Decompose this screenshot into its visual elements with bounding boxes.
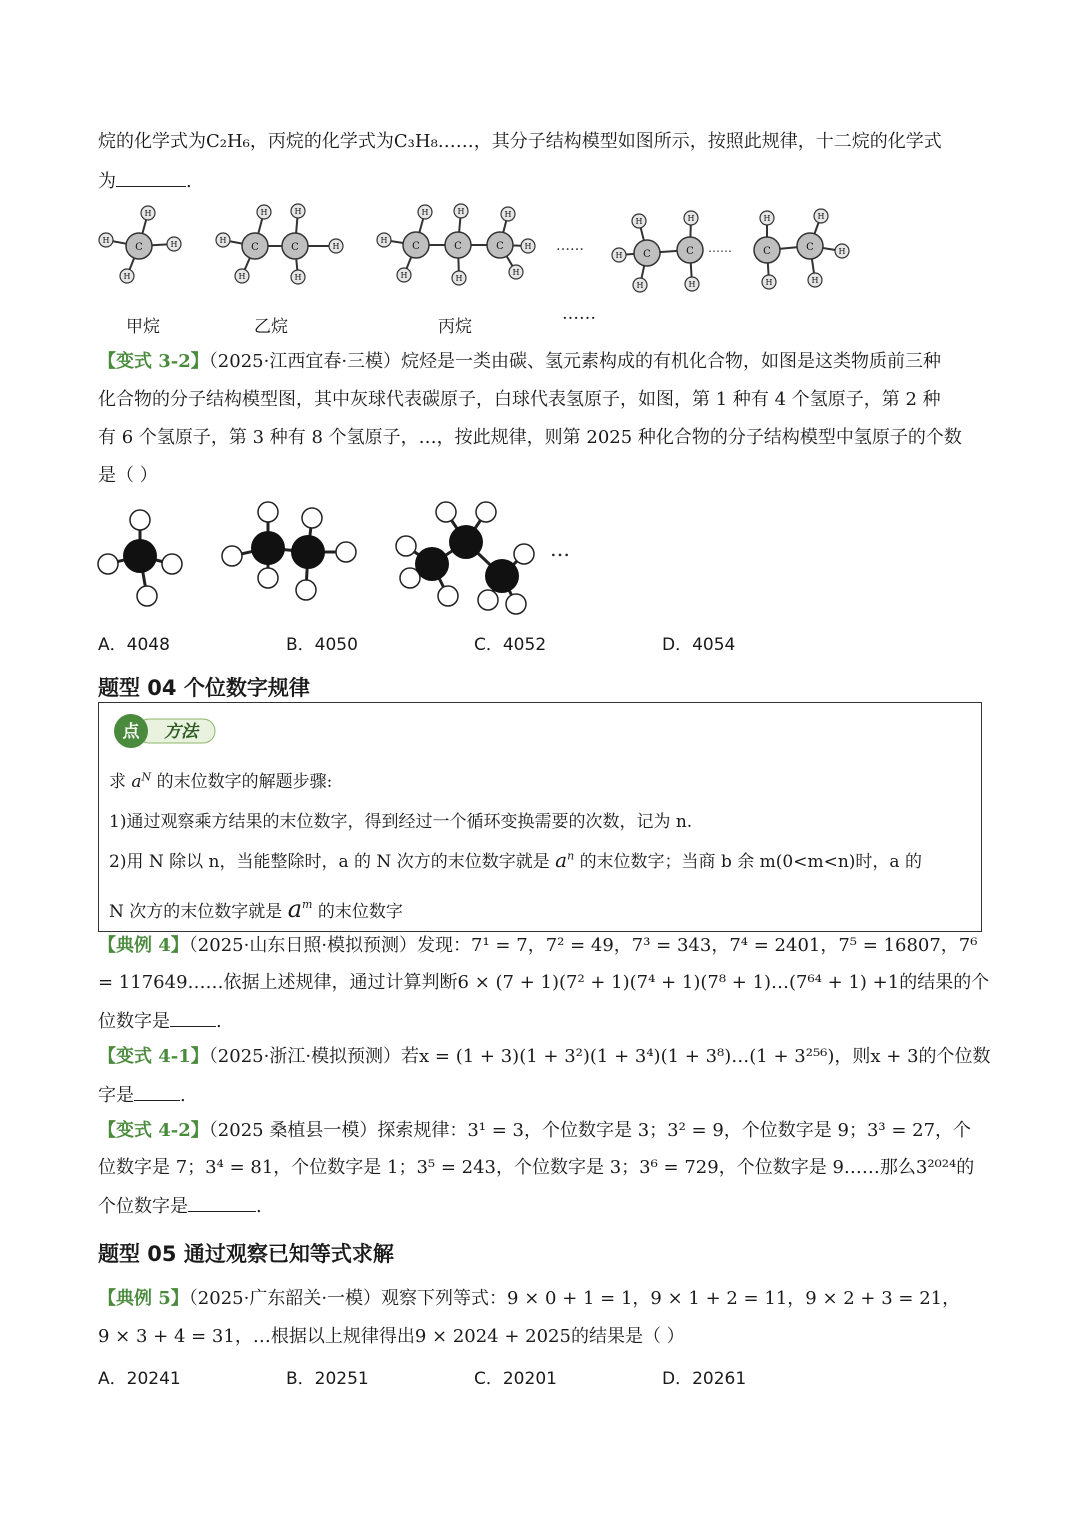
hydrogen-label: H (332, 242, 340, 251)
variant-4-2-tag: 【变式 4-2】 (98, 1120, 209, 1141)
hydrogen-label: H (838, 247, 846, 256)
top-question-line-2 (98, 168, 192, 194)
option-a: A．20241 (98, 1369, 181, 1389)
carbon-label: C (454, 241, 462, 252)
carbon-label: C (496, 241, 504, 252)
method-step-title: 求 $a^N$ 的末位数字的解题步骤: (109, 770, 333, 792)
example-5-tag: 【典例 5】 (98, 1288, 189, 1309)
example-4-text: （2025·山东日照·模拟预测）发现：7¹ = 7，7² = 49，7³ = 343，7⁴ = 2401，7⁵ = 16807，7⁶ (188, 935, 978, 956)
hydrogen-label: H (457, 207, 465, 216)
step-title-prefix: 求 (109, 772, 126, 792)
step-2-part-b: 的末位数字；当商 b 余 m(0<m<n)时，a 的 (579, 852, 922, 872)
hydrogen-label: H (504, 210, 512, 219)
step-title-text: 的末位数字的解题步骤: (156, 772, 333, 792)
answer-blank (188, 1193, 256, 1212)
variant-4-2-line-3 (98, 1193, 262, 1219)
top-question-line-1: 烷的化学式为C₂H₆，丙烷的化学式为C₃H₈……，其分子结构模型如图所示，按照此规律，十二烷的化学式 (98, 131, 942, 152)
hydrogen-label: H (635, 217, 643, 226)
hydrogen-label: H (512, 268, 520, 277)
chain-ellipsis: …… (708, 241, 732, 255)
carbon-label: C (643, 249, 651, 260)
hydrogen-label: H (380, 236, 388, 245)
option-b: B．20251 (286, 1369, 369, 1389)
variant-4-2-prefix: 个位数字是 (98, 1196, 188, 1217)
option-c: C．20201 (474, 1369, 557, 1389)
hydrogen-label: H (400, 271, 408, 280)
hydrogen-label: H (455, 274, 463, 283)
example-4-tag: 【典例 4】 (98, 935, 189, 956)
variant-4-1-line-2 (98, 1082, 186, 1108)
method-badge (109, 709, 217, 749)
hydrogen-label: H (294, 273, 302, 282)
option-c: C．4052 (474, 635, 547, 655)
example-5-line-1 (98, 1287, 960, 1311)
variant-4-2-text: （2025 桑植县一模）探索规律：3¹ = 3，个位数字是 3；3² = 9，个位数字是 9；3³ = 27，个 (208, 1120, 972, 1141)
hydrogen-label: H (294, 207, 302, 216)
hydrogen-label: H (763, 214, 771, 223)
step-2-part-a: 2)用 N 除以 n，当能整除时，a 的 N 次方的末位数字就是 (109, 852, 550, 872)
example-4-line-2: = 117649……依据上述规律，通过计算判断6 × (7 + 1)(7² + 1)(7⁴ + 1)(7⁸ + 1)…(7⁶⁴ + 1) +1的结果的个 (98, 972, 990, 993)
svg-text:方法: 方法 (164, 722, 198, 742)
variant-4-1-prefix: 字是 (98, 1085, 134, 1106)
carbon-label: C (135, 242, 143, 253)
carbon-label: C (763, 246, 771, 257)
variant-3-2-line-1 (98, 350, 941, 374)
method-step-1: 1)通过观察乘方结果的末位数字，得到经过一个循环变换需要的次数，记为 n. (109, 812, 693, 832)
option-a: A．4048 (98, 635, 170, 655)
hydrogen-label: H (102, 236, 110, 245)
caption-propane: 丙烷 (438, 317, 472, 337)
answer-blank (116, 168, 186, 187)
hydrogen-label: H (123, 272, 131, 281)
option-d: D．20261 (662, 1369, 747, 1389)
variant-3-2-line-2: 化合物的分子结构模型图，其中灰球代表碳原子，白球代表氢原子，如图，第 1 种有 4 个氢原子，第 2 种 (98, 389, 941, 410)
step-3-part-a: N 次方的末位数字就是 (109, 902, 283, 922)
example-5-line-2: 9 × 3 + 4 = 31，…根据以上规律得出9 × 2024 + 2025的结果是（ ） (98, 1326, 685, 1347)
variant-3-2-line-3: 有 6 个氢原子，第 3 种有 8 个氢原子，…，按此规律，则第 2025 种化合物的分子结构模型中氢原子的个数 (98, 427, 962, 448)
variant-4-2-suffix: . (256, 1196, 262, 1217)
example-4-line-3 (98, 1008, 222, 1034)
hydrogen-label: H (144, 209, 152, 218)
variant-3-2-line-4: 是（ ） (98, 465, 158, 486)
alkane-structure-figure (90, 198, 870, 308)
answer-blank (170, 1008, 216, 1027)
example-4-prefix: 位数字是 (98, 1011, 170, 1032)
method-step-3: N 次方的末位数字就是 $a^m$ 的末位数字 (109, 895, 403, 923)
top-question-prefix: 为 (98, 171, 116, 192)
hydrogen-label: H (688, 280, 696, 289)
variant-4-2-line-2: 位数字是 7；3⁴ = 81，个位数字是 1；3⁵ = 243，个位数字是 3；3⁶ = 729，个位数字是 9……那么3²⁰²⁴的 (98, 1157, 975, 1178)
caption-methane: 甲烷 (126, 317, 160, 337)
option-b: B．4050 (286, 635, 358, 655)
top-question-suffix: . (186, 171, 192, 192)
hydrogen-label: H (817, 212, 825, 221)
answer-blank (134, 1082, 180, 1101)
section-04-heading: 题型 04 个位数字规律 (98, 676, 310, 700)
hydrogen-label: H (811, 276, 819, 285)
ball-model-figure (92, 498, 582, 618)
section-05-heading: 题型 05 通过观察已知等式求解 (98, 1242, 394, 1266)
variant-4-1-tag: 【变式 4-1】 (98, 1046, 209, 1067)
option-d: D．4054 (662, 635, 736, 655)
variant-4-1-suffix: . (180, 1085, 186, 1106)
hydrogen-label: H (687, 214, 695, 223)
variant-4-1-line-1 (98, 1045, 991, 1069)
hydrogen-label: H (636, 281, 644, 290)
hydrogen-label: H (219, 236, 227, 245)
example-4-suffix: . (216, 1011, 222, 1032)
hydrogen-label: H (524, 242, 532, 251)
carbon-label: C (251, 242, 259, 253)
carbon-label: C (686, 246, 694, 257)
example-5-text: （2025·广东韶关·一模）观察下列等式：9 × 0 + 1 = 1，9 × 1 + 2 = 11，9 × 2 + 3 = 21， (188, 1288, 961, 1309)
variant-4-2-line-1 (98, 1119, 971, 1143)
hydrogen-label: H (170, 240, 178, 249)
variant-4-1-text: （2025·浙江·模拟预测）若x = (1 + 3)(1 + 3²)(1 + 3⁴)(1 + 3⁸)…(1 + 3²⁵⁶)，则x + 3的个位数 (208, 1046, 991, 1067)
example-4-line-1 (98, 934, 977, 958)
method-box (98, 702, 982, 932)
caption-ethane: 乙烷 (254, 317, 288, 337)
ball-model-ellipsis: … (550, 537, 570, 561)
carbon-label: C (291, 242, 299, 253)
carbon-label: C (806, 242, 814, 253)
step-3-part-b: 的末位数字 (317, 902, 403, 922)
hydrogen-label: H (765, 278, 773, 287)
hydrogen-label: H (615, 251, 623, 260)
variant-3-2-text: （2025·江西宜春·三模）烷烃是一类由碳、氢元素构成的有机化合物，如图是这类物质前三种 (208, 351, 942, 372)
caption-ellipsis: …… (562, 304, 596, 324)
hydrogen-label: H (238, 272, 246, 281)
figure-ellipsis: …… (556, 238, 584, 254)
hydrogen-label: H (260, 208, 268, 217)
carbon-label: C (412, 241, 420, 252)
hydrogen-label: H (421, 208, 429, 217)
svg-text:点: 点 (122, 722, 140, 742)
method-step-2: 2)用 N 除以 n，当能整除时，a 的 N 次方的末位数字就是 $a^n$ 的末位数字；当商 b 余 m(0<m<n)时，a 的 (109, 848, 922, 872)
variant-3-2-tag: 【变式 3-2】 (98, 351, 209, 372)
